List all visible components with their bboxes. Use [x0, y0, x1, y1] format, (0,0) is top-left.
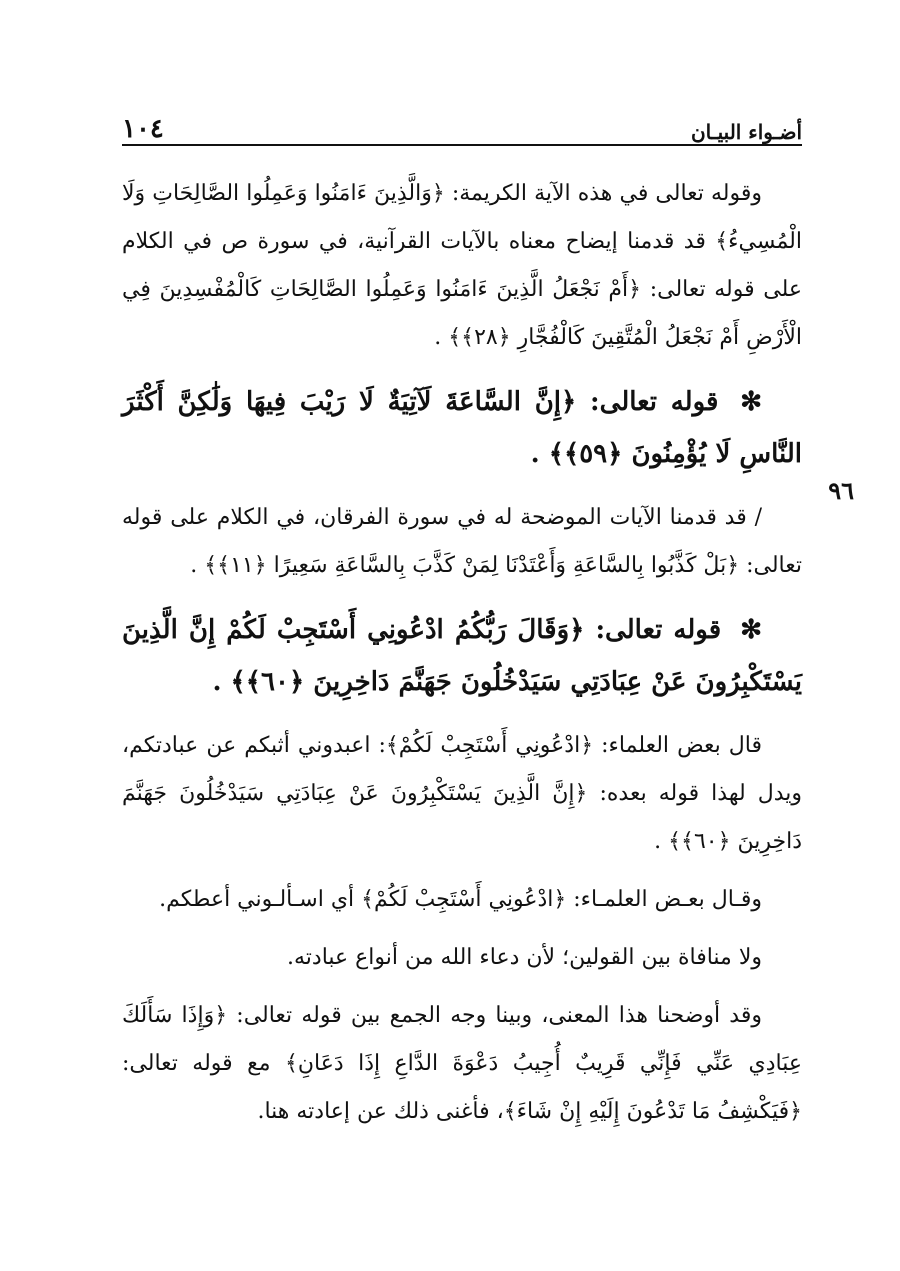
paragraph	[122, 722, 802, 866]
page-number: ١٠٤	[122, 114, 164, 144]
paragraph-text: وقوله تعالى في هذه الآية الكريمة: ﴿وَالَّذِينَ ءَامَنُوا وَعَمِلُوا الصَّالِحَاتِ وَلَا الْمُسِيءُ﴾ قد قدمنا إيضاح معناه بالآيات القرآنية، في سورة ص في الكلام على قوله تعالى: ﴿أَمْ نَجْعَلُ الَّذِينَ ءَامَنُوا وَعَمِلُوا الصَّالِحَاتِ كَالْمُفْسِدِينَ فِي الْأَرْضِ أَمْ نَجْعَلُ الْمُتَّقِينَ كَالْفُجَّارِ ﴿٢٨﴾﴾ .	[122, 181, 802, 350]
page-content	[122, 146, 802, 1136]
verse-heading	[122, 376, 802, 480]
margin-page-reference: ٩٦	[828, 476, 854, 505]
book-page	[122, 110, 802, 1146]
paragraph-text: وقـال بعـض العلمـاء: ﴿ادْعُونِي أَسْتَجِبْ لَكُمْ﴾ أي اسـألـوني أعطكم.	[159, 887, 762, 912]
paragraph-text: وقد أوضحنا هذا المعنى، وبينا وجه الجمع بين قوله تعالى: ﴿وَإِذَا سَأَلَكَ عِبَادِي عَنِّي فَإِنِّي قَرِيبٌ أُجِيبُ دَعْوَةَ الدَّاعِ إِذَا دَعَانِ﴾ مع قوله تعالى: ﴿فَيَكْشِفُ مَا تَدْعُونَ إِلَيْهِ إِنْ شَاءَ﴾، فأغنى ذلك عن إعادته هنا.	[122, 1003, 802, 1124]
heading-lead: قوله تعالى:	[595, 615, 722, 645]
paragraph	[122, 934, 802, 982]
verse-text: ﴿إِنَّ السَّاعَةَ لَآتِيَةٌ لَا رَيْبَ فِيهَا وَلَٰكِنَّ أَكْثَرَ النَّاسِ لَا يُؤْمِنُونَ ﴿٥٩﴾﴾ .	[122, 387, 802, 469]
paragraph	[122, 876, 802, 924]
paragraph	[122, 170, 802, 362]
page-header	[122, 110, 802, 146]
paragraph-text: قال بعض العلماء: ﴿ادْعُونِي أَسْتَجِبْ لَكُمْ﴾: اعبدوني أثبكم عن عبادتكم، ويدل لهذا قوله بعده: ﴿إِنَّ الَّذِينَ يَسْتَكْبِرُونَ عَنْ عِبَادَتِي سَيَدْخُلُونَ جَهَنَّمَ دَاخِرِينَ ﴿٦٠﴾﴾ .	[122, 733, 802, 854]
star-icon: ✻	[740, 387, 763, 417]
book-title: أضـواء البيـان	[690, 120, 802, 144]
star-icon: ✻	[740, 615, 762, 645]
paragraph	[122, 992, 802, 1136]
paragraph-text: / قد قدمنا الآيات الموضحة له في سورة الفرقان، في الكلام على قوله تعالى: ﴿بَلْ كَذَّبُوا بِالسَّاعَةِ وَأَعْتَدْنَا لِمَنْ كَذَّبَ بِالسَّاعَةِ سَعِيرًا ﴿١١﴾﴾ .	[122, 505, 802, 578]
paragraph-text: ولا منافاة بين القولين؛ لأن دعاء الله من أنواع عبادته.	[287, 945, 762, 970]
heading-lead: قوله تعالى:	[590, 387, 719, 417]
paragraph	[122, 494, 802, 590]
verse-heading	[122, 604, 802, 708]
verse-text: ﴿وَقَالَ رَبُّكُمُ ادْعُونِي أَسْتَجِبْ لَكُمْ إِنَّ الَّذِينَ يَسْتَكْبِرُونَ عَنْ عِبَادَتِي سَيَدْخُلُونَ جَهَنَّمَ دَاخِرِينَ ﴿٦٠﴾﴾ .	[122, 615, 802, 697]
